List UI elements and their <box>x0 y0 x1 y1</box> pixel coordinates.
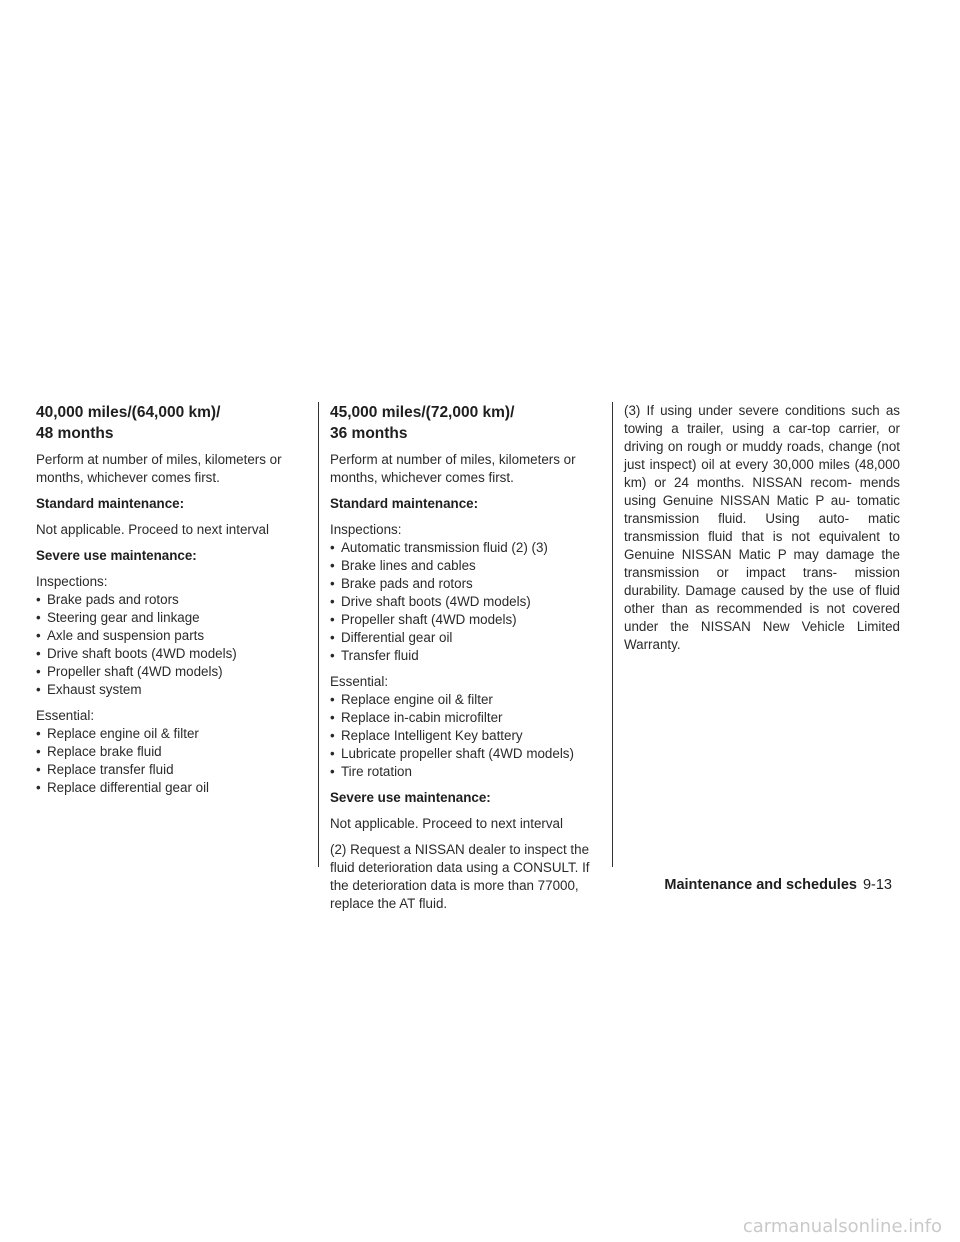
heading-40000-miles <box>36 402 312 444</box>
list-item: • Steering gear and linkage <box>36 609 312 627</box>
standard-maintenance-text: Not applicable. Proceed to next interval <box>36 522 269 537</box>
list-item: • Replace brake fluid <box>36 743 312 761</box>
column-45000-miles <box>330 402 606 921</box>
list-item: • Exhaust system <box>36 681 312 699</box>
severe-use-label: Severe use maintenance: <box>330 790 491 805</box>
inspections-list <box>36 591 312 699</box>
intro-text: Perform at number of miles, kilometers or months, whichever comes first. <box>36 452 282 485</box>
list-item: • Automatic transmission fluid (2) (3) <box>330 539 606 557</box>
list-item: • Tire rotation <box>330 763 606 781</box>
standard-maintenance-label: Standard maintenance: <box>330 496 479 511</box>
list-item: • Brake lines and cables <box>330 557 606 575</box>
standard-maintenance-label: Standard maintenance: <box>36 496 185 511</box>
list-item: • Drive shaft boots (4WD models) <box>36 645 312 663</box>
list-item: • Replace Intelligent Key battery <box>330 727 606 745</box>
essential-label: Essential: <box>330 674 389 689</box>
list-item: • Propeller shaft (4WD models) <box>36 663 312 681</box>
inspections-label: Inspections: <box>36 574 108 589</box>
column-divider <box>612 402 613 867</box>
heading-45000-miles <box>330 402 606 444</box>
list-item: • Replace engine oil & filter <box>36 725 312 743</box>
list-item: • Lubricate propeller shaft (4WD models) <box>330 745 606 763</box>
inspections-label: Inspections: <box>330 522 402 537</box>
list-item: • Differential gear oil <box>330 629 606 647</box>
list-item: • Replace differential gear oil <box>36 779 312 797</box>
intro-text: Perform at number of miles, kilometers or months, whichever comes first. <box>330 452 576 485</box>
column-40000-miles <box>36 402 312 805</box>
list-item: • Brake pads and rotors <box>36 591 312 609</box>
severe-use-text: Not applicable. Proceed to next interval <box>330 816 563 831</box>
essential-list <box>36 725 312 797</box>
heading-line-1: 45,000 miles/(72,000 km)/ <box>330 404 515 421</box>
section-title: Maintenance and schedules <box>664 877 857 893</box>
heading-line-2: 36 months <box>330 425 408 442</box>
list-item: • Brake pads and rotors <box>330 575 606 593</box>
note-2: (2) Request a NISSAN dealer to inspect the fluid deterioration data using a CONSULT. If the deterioration data is more than 77000, replace the AT fluid. <box>330 842 590 911</box>
watermark: carmanualsonline.info <box>742 1216 942 1237</box>
severe-use-label: Severe use maintenance: <box>36 548 197 563</box>
list-item: • Transfer fluid <box>330 647 606 665</box>
column-divider <box>318 402 319 867</box>
list-item: • Axle and suspension parts <box>36 627 312 645</box>
list-item: • Propeller shaft (4WD models) <box>330 611 606 629</box>
essential-list <box>330 691 606 781</box>
list-item: • Drive shaft boots (4WD models) <box>330 593 606 611</box>
note-3: (3) If using under severe conditions such as towing a trailer, using a car-top carrier, or driving on rough or muddy roads, change (not just inspect) oil at every 30,000 miles (48,000 km) or 24 months. NISSAN recom- mends using Genuine NISSAN Matic P au- tomatic transmission fluid. Using auto- matic transmission fluid that is not equivalent to Genuine NISSAN Matic P may damage the transmission or impact trans- mission durability. Damage caused by the use of fluid other than as recommended is not covered under the NISSAN New Vehicle Limited Warranty. <box>624 403 900 652</box>
page-footer <box>664 877 892 893</box>
list-item: • Replace in-cabin microfilter <box>330 709 606 727</box>
column-notes <box>624 402 900 654</box>
list-item: • Replace engine oil & filter <box>330 691 606 709</box>
inspections-list <box>330 539 606 665</box>
essential-label: Essential: <box>36 708 95 723</box>
list-item: • Replace transfer fluid <box>36 761 312 779</box>
heading-line-2: 48 months <box>36 425 114 442</box>
heading-line-1: 40,000 miles/(64,000 km)/ <box>36 404 221 421</box>
page-number: 9-13 <box>862 877 892 893</box>
